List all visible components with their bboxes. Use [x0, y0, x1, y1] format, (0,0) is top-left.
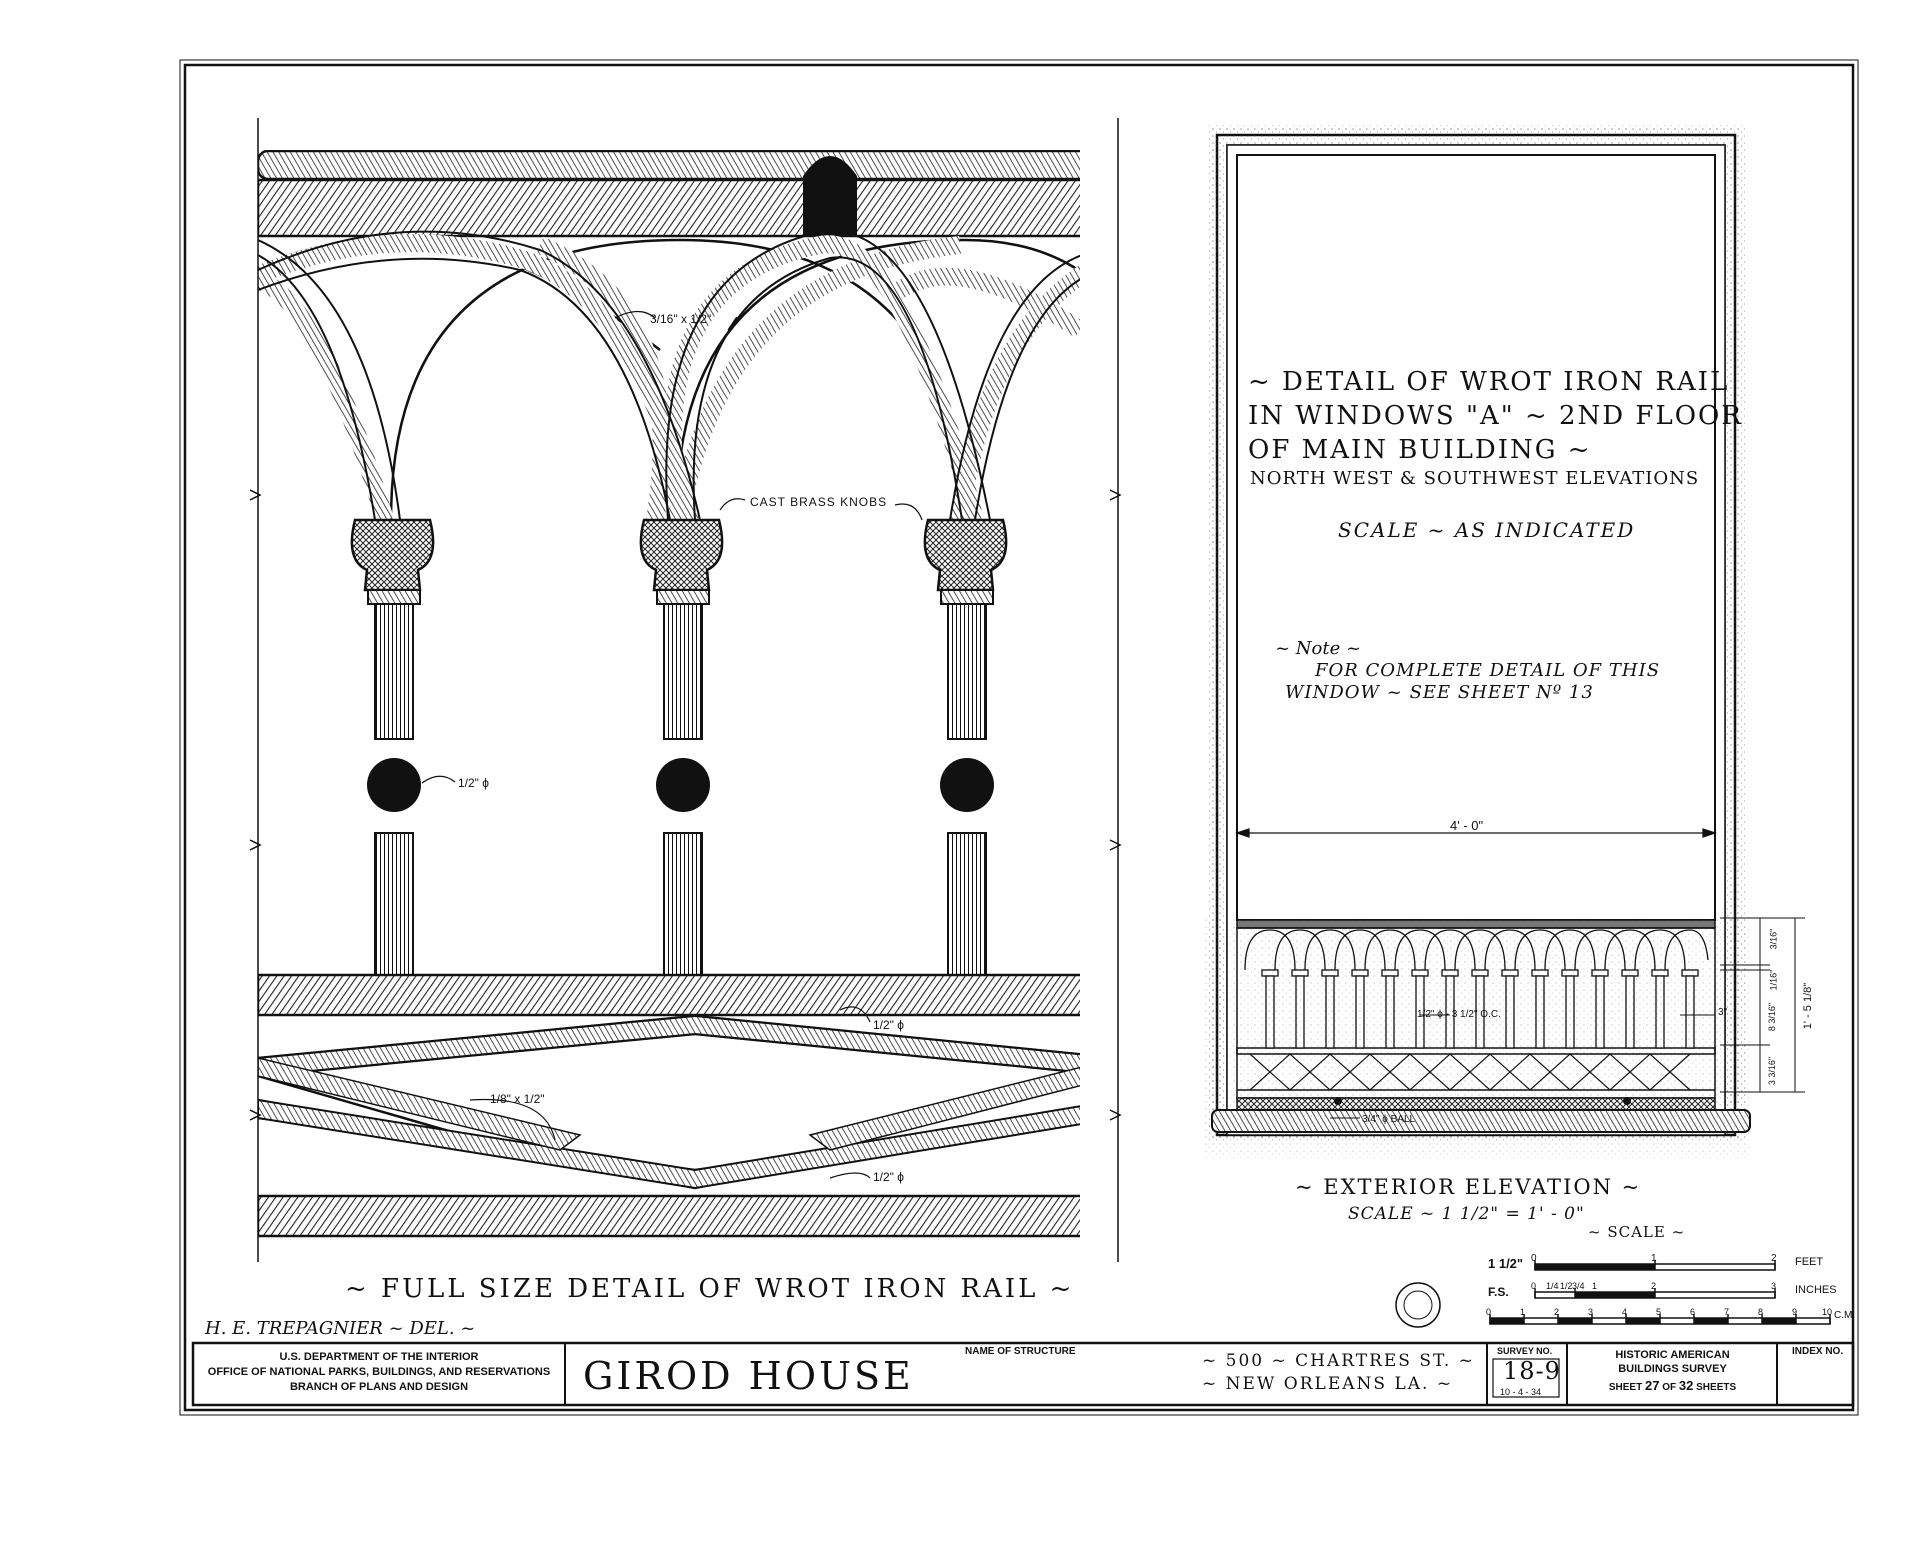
gap-label: 3" — [1718, 1007, 1728, 1018]
top-rail-cap — [258, 151, 1118, 179]
dim-a: 3/16" — [1768, 928, 1779, 950]
top-rail-bar — [258, 180, 1118, 236]
bottom-rail — [258, 1196, 1118, 1236]
elevation-scale: SCALE ~ 1 1/2" = 1' - 0" — [1348, 1204, 1585, 1224]
scale-row2-tick-0: 0 — [1531, 1281, 1537, 1291]
habs-block: HISTORIC AMERICAN BUILDINGS SURVEY — [1615, 1349, 1730, 1375]
note-heading: ~ Note ~ — [1275, 638, 1362, 659]
dim-b: 1/16" — [1768, 969, 1779, 991]
rod-label-2: 1/2" ϕ — [873, 1170, 904, 1184]
elevation-caption: ~ EXTERIOR ELEVATION ~ — [1295, 1175, 1642, 1199]
draftsman-credit: H. E. TREPAGNIER ~ DEL. ~ — [205, 1318, 476, 1339]
index-label: INDEX NO. — [1792, 1346, 1844, 1357]
address-line-1: ~ 500 ~ CHARTRES ST. ~ — [1202, 1351, 1475, 1371]
rail-joint — [803, 156, 857, 236]
scale-indicated: SCALE ~ AS INDICATED — [1338, 518, 1636, 542]
structure-name-label: NAME OF STRUCTURE — [965, 1346, 1076, 1357]
scale-row3-tick-0: 0 — [1486, 1307, 1492, 1317]
ball-size-label: 3/4" ϕ BALL — [1362, 1114, 1416, 1125]
scale-row2-tick-6: 3 — [1771, 1281, 1777, 1291]
scale-row3-tick-9: 9 — [1792, 1307, 1798, 1317]
note-line-1: FOR COMPLETE DETAIL OF THIS — [1315, 660, 1661, 681]
ball-label: 1/2" ϕ — [458, 776, 489, 790]
scale-row2-unit: INCHES — [1795, 1284, 1837, 1296]
knobs-label: CAST BRASS KNOBS — [750, 495, 888, 509]
scale-row3-tick-2: 2 — [1554, 1307, 1560, 1317]
scale-row3-tick-3: 3 — [1588, 1307, 1594, 1317]
scale-row3-tick-1: 1 — [1520, 1307, 1526, 1317]
scale-row2-tick-2: 1/2 — [1560, 1281, 1573, 1291]
scale-row2-tick-5: 2 — [1651, 1281, 1657, 1291]
masonry-stipple — [1205, 918, 1750, 1158]
diag-label: 1/8" x 1/2" — [490, 1092, 545, 1106]
scale-row1-tick-1: 1 — [1651, 1253, 1657, 1264]
scale-row3-tick-7: 7 — [1724, 1307, 1730, 1317]
middle-rail — [258, 975, 1118, 1015]
detail-caption: ~ FULL SIZE DETAIL OF WROT IRON RAIL ~ — [345, 1274, 1075, 1304]
drawing-title: ~ DETAIL OF WROT IRON RAIL IN WINDOWS "A" ~ 2ND FLOOR OF MAIN BUILDING ~ — [1248, 367, 1743, 465]
scale-row1-unit: FEET — [1795, 1256, 1824, 1268]
note-line-2: WINDOW ~ SEE SHEET Nº 13 — [1285, 682, 1594, 703]
width-dimension-label: 4' - 0" — [1450, 818, 1484, 833]
scale-row1-tick-2: 2 — [1771, 1253, 1777, 1264]
structure-name: GIROD HOUSE — [583, 1354, 914, 1398]
scale-title: ~ SCALE ~ — [1588, 1223, 1686, 1241]
baluster-2 — [641, 520, 722, 975]
sheet-count: SHEET 27 OF 32 SHEETS — [1608, 1378, 1737, 1393]
survey-label: SURVEY NO. — [1497, 1346, 1553, 1356]
spacing-label: 1/2" ϕ - 3 1/2" O.C. — [1417, 1009, 1501, 1020]
dim-c: 8 3/16" — [1767, 1002, 1778, 1032]
rod-label-1: 1/2" ϕ — [873, 1018, 904, 1032]
scale-row2-tick-1: 1/4 — [1546, 1281, 1559, 1291]
survey-seal — [1396, 1283, 1440, 1327]
baluster-1 — [352, 520, 433, 975]
arch-bar-label: 3/16" x 1/2" — [650, 312, 712, 326]
scale-row3-tick-4: 4 — [1622, 1307, 1628, 1317]
agency-block: U.S. DEPARTMENT OF THE INTERIOR OFFICE OF NATIONAL PARKS, BUILDINGS, AND RESERVATIONS BRANCH OF PLANS AND DESIGN — [207, 1351, 551, 1393]
scale-row3-unit: C.M. — [1834, 1310, 1856, 1321]
scale-row2-label: F.S. — [1488, 1285, 1509, 1299]
survey-number: 18-9 — [1503, 1357, 1561, 1385]
dim-total: 1' - 5 1/8" — [1802, 982, 1815, 1030]
scale-row1-label: 1 1/2" — [1488, 1256, 1524, 1271]
scale-row3-tick-8: 8 — [1758, 1307, 1764, 1317]
drawing-subtitle: NORTH WEST & SOUTHWEST ELEVATIONS — [1250, 468, 1700, 489]
scale-row3-tick-5: 5 — [1656, 1307, 1662, 1317]
scale-row2-tick-3: 3/4 — [1572, 1281, 1585, 1291]
address-line-2: ~ NEW ORLEANS LA. ~ — [1202, 1374, 1454, 1394]
scale-row2-tick-4: 1 — [1592, 1281, 1598, 1291]
survey-date: 10 - 4 - 34 — [1500, 1387, 1542, 1397]
scale-row1-tick-0: 0 — [1531, 1253, 1537, 1264]
baluster-3 — [925, 520, 1006, 975]
dim-d: 3 3/16" — [1767, 1056, 1778, 1086]
scale-row3-tick-6: 6 — [1690, 1307, 1696, 1317]
scale-row3-tick-10: 10 — [1822, 1307, 1833, 1317]
